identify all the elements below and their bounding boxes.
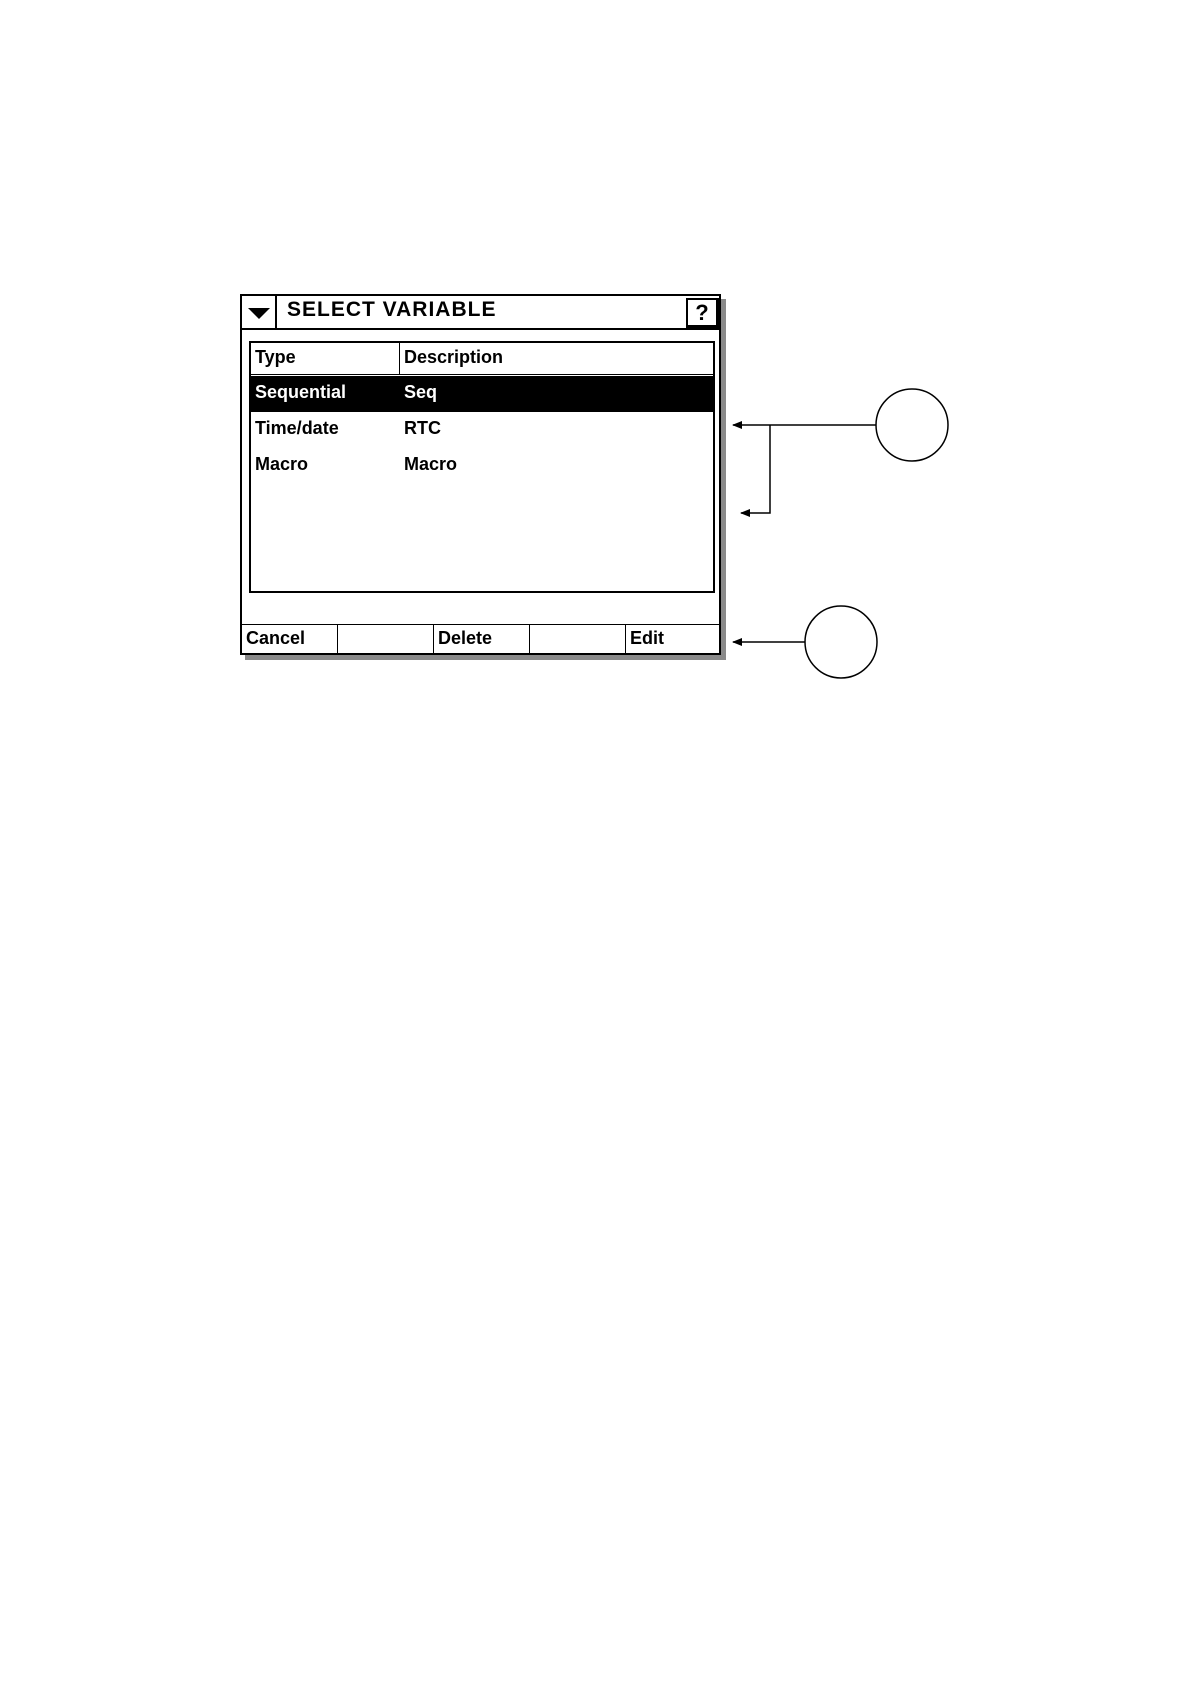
row-description: RTC bbox=[404, 418, 441, 438]
dialog-title: SELECT VARIABLE bbox=[287, 298, 497, 321]
row-description: Seq bbox=[404, 382, 438, 402]
callout-circle-lower bbox=[805, 606, 877, 678]
row-type: Macro bbox=[255, 454, 309, 474]
row-type: Time/date bbox=[255, 418, 339, 438]
help-button[interactable]: ? bbox=[686, 298, 719, 328]
callout-circle-upper bbox=[876, 389, 948, 461]
edit-button[interactable]: Edit bbox=[630, 628, 664, 648]
row-type: Sequential bbox=[255, 382, 347, 402]
delete-button[interactable]: Delete bbox=[434, 625, 530, 653]
callout-arrow-branch bbox=[741, 425, 770, 513]
row-description: Macro bbox=[404, 454, 458, 474]
column-header-description[interactable]: Description bbox=[404, 347, 504, 367]
cancel-button[interactable]: Cancel bbox=[242, 625, 338, 653]
column-header-type[interactable]: Type bbox=[255, 347, 296, 367]
